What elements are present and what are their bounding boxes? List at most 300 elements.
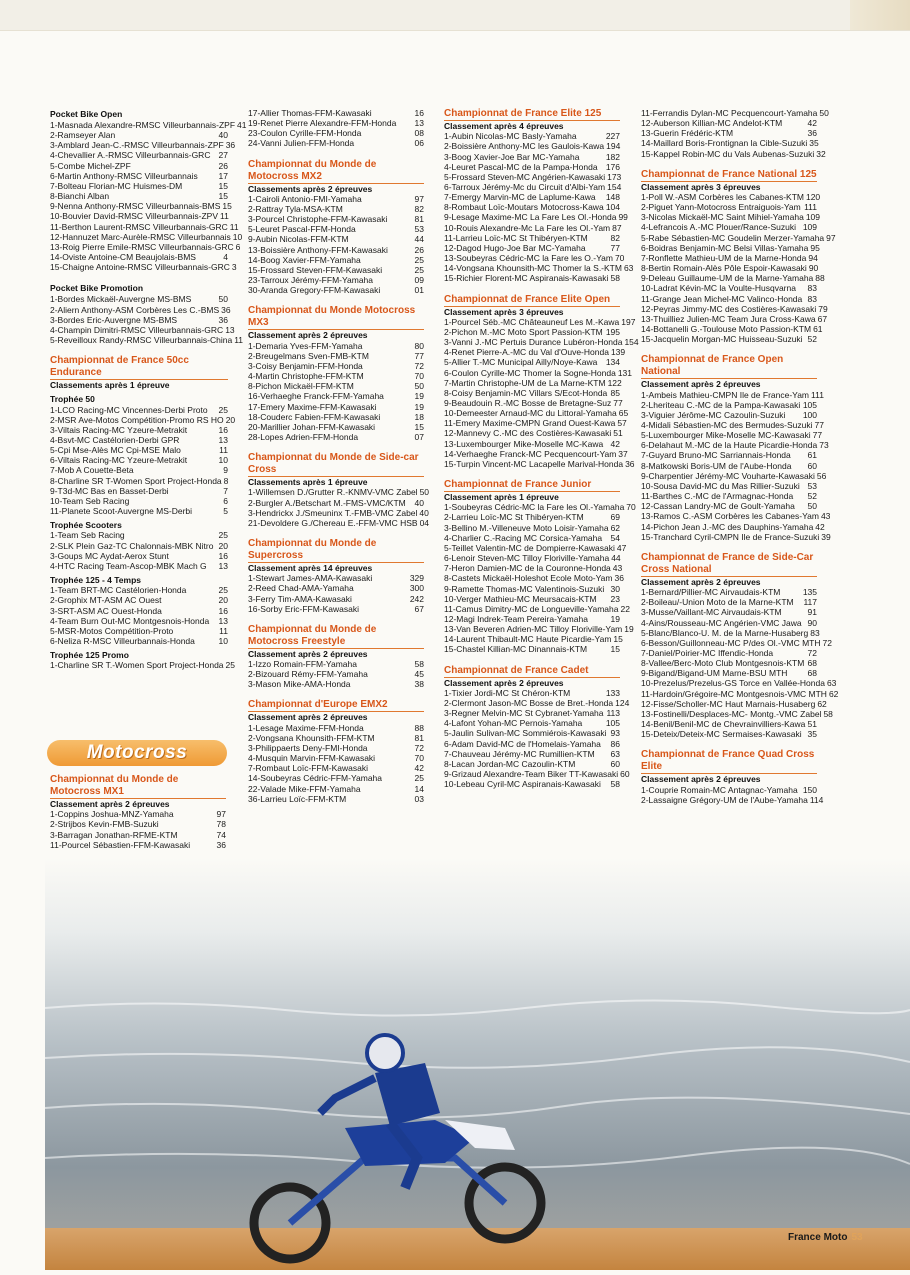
points-value: 13 (225, 324, 235, 335)
points-value: 7 (223, 485, 228, 496)
standing-row (248, 573, 424, 583)
section-title: Pocket Bike Promotion (50, 283, 144, 294)
rider-entry: 7-Martin Christophe-UM de La Marne-KTM (444, 377, 606, 388)
points-value: 72 (807, 648, 817, 659)
rider-entry: 6-Martin Anthony-RMSC Villeurbannais (50, 170, 198, 181)
rider-entry: 12-Mannevy C.-MC des Costières-Kawasaki (444, 428, 612, 439)
points-value: 134 (605, 357, 620, 368)
standing-row (444, 223, 620, 233)
points-value: 122 (607, 377, 622, 388)
standing-row (444, 243, 620, 253)
points-value: 69 (610, 512, 620, 523)
standing-row (248, 118, 424, 128)
points-value: 97 (414, 193, 424, 204)
points-value: 61 (807, 450, 817, 461)
rider-entry: 5-Jaulin Sulivan-MC Sommiérois-Kawasaki (444, 728, 607, 739)
points-value: 88 (815, 273, 825, 284)
standing-row (50, 304, 231, 315)
standing-row (248, 275, 424, 285)
rider-entry: 13-Fostinelli/Desplaces-MC- Montg.-VMC Zabel (641, 708, 822, 719)
standing-row (50, 191, 228, 201)
result-section (248, 108, 424, 149)
standing-row (248, 679, 424, 689)
rider-entry: 13-Guerin Frédéric-KTM (641, 128, 734, 139)
points-value: 42 (610, 438, 620, 449)
result-section (248, 159, 424, 296)
points-value: 58 (414, 659, 424, 670)
standing-row (248, 265, 424, 275)
points-value: 11 (234, 334, 244, 345)
standing-row (248, 498, 424, 508)
points-value: 114 (809, 794, 824, 805)
rider-entry: 14-Maillard Boris-Frontignan la Cible-Suzuki (641, 138, 808, 149)
points-value: 99 (618, 212, 628, 223)
rider-entry: 2-Reed Chad-AMA-Yamaha (248, 583, 354, 594)
standing-row (641, 481, 817, 491)
standing-row (641, 511, 831, 522)
rider-entry: 3-Pourcel Christophe-FFM-Kawasaki (248, 214, 388, 225)
result-section (641, 551, 839, 740)
points-value: 19 (414, 391, 424, 402)
points-value: 77 (613, 398, 623, 408)
points-value: 40 (218, 130, 228, 141)
standings-subheading: Classement après 1 épreuve (444, 492, 559, 503)
rider-entry: 8-Bianchi Alban (50, 191, 110, 202)
result-section (444, 479, 636, 655)
points-value: 77 (812, 430, 823, 441)
standing-row (641, 491, 817, 501)
rider-entry: 7-Ronflette Mathieu-UM de la Marne-Honda (641, 252, 807, 263)
standing-row (641, 637, 832, 648)
points-value: 26 (218, 160, 228, 171)
points-value: 41 (237, 120, 247, 130)
standing-row (248, 773, 424, 783)
standing-row (50, 455, 228, 465)
rider-entry: 1-Ambeis Mathieu-CMPN Ile de France-Yam (641, 389, 810, 400)
points-value: 27 (218, 150, 228, 161)
section-title: Pocket Bike Open (50, 109, 123, 119)
standing-row (444, 512, 620, 522)
standing-row (641, 108, 829, 118)
points-value: 30 (610, 583, 620, 594)
standings-subheading: Classement après 2 épreuves (248, 330, 368, 341)
standing-row (444, 141, 620, 151)
result-section (50, 774, 226, 850)
points-value: 19 (624, 624, 634, 635)
standing-row (641, 627, 820, 638)
points-value: 105 (802, 399, 817, 410)
standing-row (641, 420, 824, 430)
top-band (0, 0, 910, 31)
standing-row (248, 487, 430, 498)
points-value: 54 (610, 532, 620, 543)
points-value: 50 (419, 487, 430, 498)
rider-entry: 10-Verger Mathieu-MC Meursacais-KTM (444, 593, 597, 604)
rider-entry: 13-Luxembourger Mike-Moselle MC-Kawa (444, 438, 604, 449)
standing-row (444, 212, 628, 223)
standing-row (641, 303, 828, 314)
points-value: 23 (610, 593, 620, 604)
points-value: 150 (802, 784, 817, 795)
rider-entry: 13-Ramos C.-ASM Corbères les Cabanes-Yam (641, 511, 819, 522)
rider-entry: 1-Cairoli Antonio-FMI-Yamaha (248, 193, 362, 204)
points-value: 18 (414, 411, 424, 422)
points-value: 58 (823, 708, 833, 719)
points-value: 08 (414, 128, 424, 139)
points-value: 13 (218, 615, 228, 626)
rider-entry: 8-Rombaut Loïc-Moutars Motocross-Kawa (444, 202, 604, 213)
results-column-1 (50, 108, 247, 681)
standing-row (248, 743, 424, 753)
rider-entry: 11-Emery Maxime-CMPN Grand Ouest-Kawa (444, 418, 616, 429)
points-value: 11 (219, 445, 228, 456)
points-value: 135 (802, 587, 817, 598)
points-value: 15 (222, 201, 232, 212)
points-value: 42 (414, 763, 424, 774)
standings-subheading: Trophée 125 Promo (50, 650, 129, 661)
standing-row (50, 211, 228, 221)
standing-row (248, 194, 424, 204)
standing-row (248, 594, 424, 604)
standings-subheading: Classement après 14 épreuves (248, 562, 373, 573)
points-value: 83 (807, 283, 817, 294)
standing-row (444, 698, 630, 708)
rider-entry: 1-Bernard/Pillier-MC Airvaudais-KTM (641, 587, 781, 598)
rider-entry: 3-Coisy Benjamin-FFM-Honda (248, 360, 363, 371)
rider-entry: 4-Musquin Marvin-FFM-Kawasaki (248, 753, 376, 764)
section-title: Championnat de France National 125 (641, 168, 817, 180)
points-value: 104 (605, 202, 620, 213)
standing-row (444, 614, 620, 624)
points-value: 16 (218, 605, 228, 616)
result-section (248, 624, 424, 690)
standing-row (50, 606, 228, 616)
standings-subheading: Trophée 50 (50, 394, 95, 405)
rider-entry: 3-Amblard Jean-C.-RMSC Villeurbannais-ZPF (50, 140, 224, 151)
standings-subheading: Trophée 125 - 4 Temps (50, 575, 142, 586)
points-value: 22 (620, 603, 630, 614)
standing-row (248, 604, 424, 614)
page-number: 53 (851, 1232, 863, 1243)
rider-entry: 1-Coppins Joshua-MNZ-Yamaha (50, 809, 174, 820)
standing-row (248, 669, 424, 679)
points-value: 70 (414, 753, 424, 764)
standing-row (50, 530, 228, 540)
standing-row (50, 496, 228, 506)
rider-entry: 3-Goups MC Aydat-Aerox Stunt (50, 550, 169, 561)
rider-entry: 3-Bellino M.-Villeneuve Moto Loisir-Yamaha (444, 522, 609, 533)
result-section (50, 282, 244, 345)
result-section (641, 108, 829, 159)
rider-entry: 8-Castets Mickaël-Holeshot Ecole Moto-Yam (444, 573, 613, 584)
points-value: 53 (807, 480, 817, 491)
rider-entry: 4-Ains/Rousseau-MC Angérien-VMC Jawa (641, 617, 802, 628)
points-value: 81 (414, 732, 424, 743)
result-section (444, 293, 639, 470)
rider-entry: 6-Delahaut M.-MC de la Haute Picardie-Honda (641, 440, 818, 451)
standing-row (248, 138, 424, 148)
standing-row (50, 334, 244, 345)
rider-entry: 14-Benil/Benil-MC de Chevrainvilliers-Kawa (641, 719, 806, 730)
rider-entry: 9-Deleau Guillaume-UM de la Marne-Yamaha (641, 273, 814, 284)
rider-entry: 3-Musse/Vaillant-MC Airvaudais-KTM (641, 607, 782, 618)
rider-entry: 5-Cpi Mse-Alès MC Cpi-MSE Malo (50, 445, 181, 456)
points-value: 97 (826, 232, 836, 243)
standing-row (641, 648, 817, 658)
standing-row (641, 719, 817, 729)
rider-entry: 4-Charlier C.-Racing MC Corsica-Yamaha (444, 532, 603, 543)
points-value: 197 (621, 316, 636, 327)
standings-subheading: Classement après 4 épreuves (444, 121, 564, 131)
points-value: 13 (414, 118, 424, 129)
standing-row (641, 232, 836, 243)
points-value: 09 (414, 275, 424, 286)
standing-row (248, 361, 424, 371)
standing-row (50, 241, 241, 252)
points-value: 68 (807, 658, 817, 669)
standings-subheading: Classements après 1 épreuve (248, 477, 368, 488)
rider-entry: 20-Marillier Johan-FFM-Kawasaki (248, 421, 376, 432)
rider-entry: 10-Ladrat Kévin-MC la Voulte-Husqvarna (641, 283, 796, 294)
rider-entry: 9-Nenna Anthony-RMSC Villeurbannais-BMS (50, 201, 221, 212)
standing-row (444, 542, 627, 553)
points-value: 50 (819, 108, 829, 118)
standing-row (444, 418, 627, 429)
rider-entry: 9-Charpentier Jérémy-MC Vouharte-Kawasaki (641, 470, 815, 481)
standing-row (444, 398, 623, 408)
standing-row (444, 533, 620, 543)
rider-entry: 4-Martin Christophe-FFM-KTM (248, 371, 364, 382)
motocross-heading: Motocross (86, 742, 188, 763)
points-value: 36 (625, 458, 635, 469)
rider-entry: 10-Demeester Arnaud-MC du Littoral-Yamaha (444, 408, 617, 419)
rider-entry: 15-Chastel Killian-MC Dinannais-KTM (444, 644, 588, 655)
result-section (248, 699, 424, 803)
rider-entry: 16-Verhaeghe Franck-FFM-Yamaha (248, 391, 384, 402)
rider-entry: 6-Coulon Cyrille-MC Thomer la Sogne-Honda (444, 367, 616, 378)
rider-entry: 1-Demaria Yves-FFM-Yamaha (248, 340, 363, 351)
standing-row (444, 728, 620, 738)
rider-entry: 3-Mason Mike-AMA-Honda (248, 679, 351, 690)
standing-row (641, 440, 829, 451)
standing-row (50, 840, 226, 850)
rider-entry: 12-Cassan Landry-MC de Goult-Yamaha (641, 501, 795, 512)
points-value: 14 (414, 783, 424, 794)
points-value: 51 (807, 719, 817, 730)
standing-row (444, 327, 620, 337)
rider-entry: 4-Lefrancois A.-MC Plouer/Rance-Suzuki (641, 222, 796, 233)
points-value: 154 (607, 181, 622, 192)
section-title: Championnat de France Elite 125 (444, 108, 620, 121)
rider-entry: 15-Deteix/Deteix-MC Sermaises-Kawasaki (641, 729, 802, 740)
rider-entry: 12-Magi Indrek-Team Pereira-Yamaha (444, 614, 588, 625)
points-value: 95 (810, 242, 820, 253)
standing-row (641, 410, 817, 420)
rider-entry: 7-Daniel/Poirier-MC Iffendic-Honda (641, 648, 774, 659)
rider-entry: 12-Hannuzet Marc-Aurèle-RMSC Villeurbannais (50, 231, 231, 242)
rider-entry: 2-Bizouard Rémy-FFM-Yamaha (248, 669, 368, 680)
points-value: 62 (817, 698, 827, 709)
rider-entry: 7-Rombaut Loïc-FFM-Kawasaki (248, 763, 368, 774)
points-value: 26 (414, 244, 424, 255)
standing-row (50, 120, 247, 130)
section-title: Championnat du Monde de Supercross (248, 538, 424, 563)
rider-entry: 5-Reveilloux Randy-RMSC Villeurbannais-China (50, 334, 233, 345)
points-value: 10 (218, 636, 228, 647)
rider-entry: 6-Lenoir Steven-MC Tilloy Floriville-Yamaha (444, 553, 610, 564)
result-section (444, 108, 634, 284)
points-value: 36 (216, 839, 226, 850)
points-value: 70 (614, 253, 625, 264)
points-value: 109 (802, 222, 817, 233)
rider-entry: 2-Rattray Tyla-MSA-KTM (248, 203, 343, 214)
points-value: 50 (218, 294, 228, 305)
rider-entry: 2-Ramseyer Alan (50, 130, 116, 141)
result-section (50, 108, 247, 273)
rider-entry: 8-Lacan Jordan-MC Cazoulin-KTM (444, 758, 576, 769)
result-section (444, 664, 630, 790)
rider-entry: 2-Larrieu Loïc-MC St Thibéryen-KTM (444, 512, 584, 523)
standings-subheading: Classements après 2 épreuves (248, 183, 373, 194)
points-value: 39 (821, 531, 831, 542)
points-value: 120 (805, 191, 821, 202)
section-title: Championnat de France Elite Open (444, 294, 620, 307)
points-value: 70 (626, 502, 636, 513)
points-value: 13 (218, 560, 228, 571)
points-value: 81 (414, 214, 424, 225)
rider-entry: 6-Tarroux Jérémy-Mc du Circuit d'Albi-Yam (444, 181, 606, 192)
rider-entry: 6-Boidras Benjamin-MC Belsi Villas-Yamaha (641, 242, 809, 253)
standing-row (641, 658, 817, 668)
standing-row (444, 603, 630, 614)
points-value: 40 (419, 507, 429, 518)
points-value: 148 (605, 192, 620, 203)
motocross-rider-photo (45, 858, 910, 1270)
points-value: 6 (235, 241, 241, 252)
standing-row (50, 405, 228, 415)
standing-row (248, 371, 424, 381)
rider-entry: 3-Viguier Jérôme-MC Cazoulin-Suzuki (641, 409, 786, 420)
standing-row (641, 242, 820, 253)
standing-row (50, 171, 228, 181)
rider-entry: 15-Jacquelin Morgan-MC Huisseau-Suzuki (641, 334, 803, 345)
standing-row (641, 618, 817, 628)
standing-row (248, 224, 424, 234)
rider-entry: 1-Charline SR T.-Women Sport Project-Honda (50, 660, 224, 671)
standing-row (50, 414, 236, 425)
rider-entry: 3-Vanni J.-MC Pertuis Durance Lubéron-Honda (444, 337, 623, 348)
points-value: 52 (807, 334, 817, 345)
standing-row (641, 521, 825, 532)
standing-row (50, 660, 236, 671)
rider-entry: 1-Poll W.-ASM Corbères les Cabanes-KTM (641, 191, 804, 202)
rider-entry: 2-SLK Plein Gaz-TC Chalonnais-MBK Nitro (50, 540, 214, 551)
rider-entry: 17-Allier Thomas-FFM-Kawasaki (248, 108, 372, 118)
rider-entry: 4-Lafont Yohan-MC Pernois-Yamaha (444, 718, 583, 729)
points-value: 113 (606, 708, 620, 719)
points-value: 90 (808, 263, 819, 274)
points-value: 35 (807, 729, 817, 740)
points-value: 173 (607, 171, 622, 182)
standing-row (641, 148, 826, 159)
points-value: 11 (220, 211, 229, 222)
standing-row (641, 253, 817, 263)
points-value: 25 (218, 530, 228, 541)
rider-entry: 6-Adam David-MC de l'Homelais-Yamaha (444, 738, 601, 749)
rider-entry: 11-Larrieu Loïc-MC St Thibéryen-KTM (444, 232, 588, 243)
points-value: 52 (807, 491, 817, 502)
points-value: 17 (218, 170, 228, 181)
section-title: Championnat de France Quad Cross Elite (641, 749, 817, 774)
points-value: 83 (807, 293, 817, 304)
standing-row (444, 448, 628, 459)
points-value: 62 (828, 688, 839, 699)
standing-row (248, 659, 424, 669)
result-section (248, 538, 424, 614)
rider-entry: 36-Larrieu Loïc-FFM-KTM (248, 793, 347, 804)
rider-entry: 4-Bsvt-MC Castélorien-Derbi GPR (50, 435, 180, 445)
rider-entry: 2-Boileau/-Union Moto de la Marne-KTM (641, 597, 794, 608)
rider-entry: 14-Verhaeghe Franck-MC Pecquencourt-Yam (444, 448, 617, 459)
rider-entry: 4-Chevallier A.-RMSC Villeurbannais-GRC (50, 150, 211, 161)
points-value: 182 (605, 151, 620, 162)
standing-row (444, 688, 620, 698)
points-value: 16 (414, 108, 424, 118)
standing-row (50, 626, 228, 636)
standing-row (444, 739, 620, 749)
rider-entry: 2-Boissière Anthony-MC les Gaulois-Kawa (444, 141, 605, 152)
standing-row (444, 769, 630, 780)
points-value: 45 (414, 669, 424, 680)
points-value: 133 (605, 687, 620, 698)
rider-entry: 3-Viltais Racing-MC Yzeure-Metrakit (50, 424, 188, 435)
points-value: 109 (805, 212, 820, 223)
section-title: Championnat d'Europe EMX2 (248, 699, 424, 712)
rider-entry: 5-MSR-Motos Compétition-Proto (50, 625, 174, 636)
standing-row (50, 130, 228, 140)
points-value: 88 (414, 722, 424, 733)
standing-row (444, 202, 620, 212)
rider-entry: 1-Stewart James-AMA-Kawasaki (248, 573, 373, 584)
rider-entry: 4-Champin Dimitri-RMSC Villeurbannais-GRC (50, 324, 224, 335)
points-value: 93 (610, 728, 620, 739)
standing-row (641, 688, 839, 699)
points-value: 58 (610, 779, 620, 790)
results-column-1-motocross (50, 774, 226, 860)
standing-row (50, 231, 243, 242)
standing-row (444, 162, 620, 172)
magazine-brand: France Moto (788, 1232, 848, 1243)
rider-entry: 14-Pichon Jean J.-MC des Dauphins-Yamaha (641, 521, 814, 532)
standing-row (641, 294, 817, 304)
points-value: 82 (414, 203, 424, 214)
rider-entry: 22-Valade Mike-FFM-Yamaha (248, 783, 361, 794)
points-value: 15 (610, 644, 620, 655)
standing-row (50, 595, 228, 605)
standing-row (248, 108, 424, 118)
points-value: 73 (819, 440, 829, 451)
points-value: 4 (223, 252, 228, 263)
standing-row (444, 367, 632, 378)
rider-entry: 4-Team Burn Out-MC Montgesnois-Honda (50, 615, 210, 626)
points-value: 80 (414, 340, 424, 351)
points-value: 25 (414, 773, 424, 784)
points-value: 79 (818, 303, 828, 314)
points-value: 60 (620, 769, 630, 780)
rider-entry: 7-Bolteau Florian-MC Huismes-DM (50, 180, 183, 191)
rider-entry: 1-Aubin Nicolas-MC Basly-Yamaha (444, 131, 577, 142)
rider-entry: 8-Matkowski Boris-UM de l'Aube-Honda (641, 460, 792, 471)
